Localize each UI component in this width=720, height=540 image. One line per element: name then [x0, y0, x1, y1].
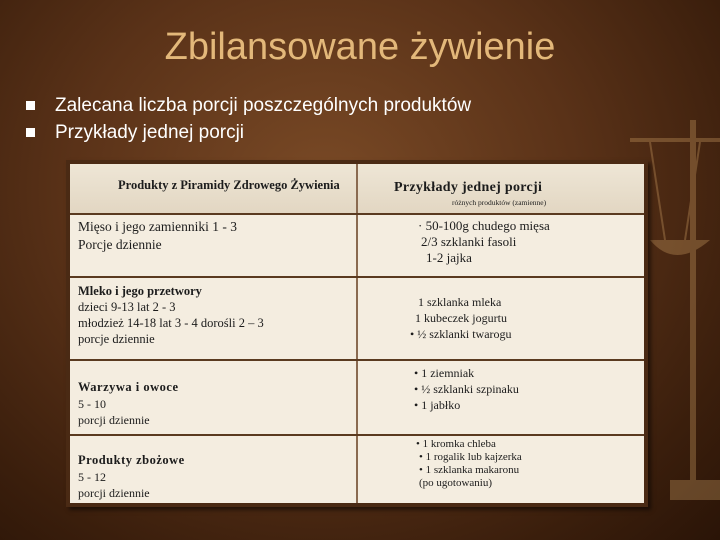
cell-line: • 1 kromka chleba — [416, 438, 496, 450]
row-meat-right — [418, 218, 550, 266]
cell-line: • ½ szklanki twarogu — [410, 327, 512, 341]
bullet-text: Przykłady jednej porcji — [55, 121, 245, 143]
cell-line: · 50-100g chudego mięsa — [418, 218, 550, 233]
row-divider — [70, 213, 644, 215]
row-dairy-left — [78, 283, 264, 347]
cell-line: porcje dziennie — [78, 332, 155, 346]
row-vegetables-right — [414, 365, 519, 413]
cell-line: • 1 ziemniak — [414, 366, 475, 380]
row-grains-right — [416, 438, 522, 490]
row-divider — [70, 359, 644, 361]
row-grains-left — [78, 451, 185, 501]
cell-line: 1 szklanka mleka — [418, 295, 502, 309]
cell-line: Warzywa i owoce — [78, 380, 179, 394]
row-divider — [70, 276, 644, 278]
cell-line: porcji dziennie — [78, 413, 150, 427]
cell-line: • 1 rogalik lub kajzerka — [419, 451, 522, 463]
header-right-title: Przykłady jednej porcji — [394, 180, 543, 195]
row-divider — [70, 434, 644, 436]
cell-line: • 1 jabłko — [414, 398, 461, 412]
header-left-label: Produkty z Piramidy Zdrowego Żywienia — [118, 178, 340, 192]
row-meat-left — [78, 218, 237, 254]
portions-table — [66, 160, 648, 507]
bullet-item — [26, 119, 471, 146]
cell-line: • 1 szklanka makaronu — [419, 464, 520, 476]
cell-line: 1-2 jajka — [426, 250, 472, 265]
bullet-text: Zalecana liczba porcji poszczególnych produktów — [55, 94, 472, 116]
cell-line: 2/3 szklanki fasoli — [421, 234, 517, 249]
row-vegetables-left — [78, 378, 179, 428]
square-bullet-icon — [26, 101, 35, 110]
cell-line: dzieci 9-13 lat 2 - 3 — [78, 300, 176, 314]
square-bullet-icon — [26, 128, 35, 137]
cell-line: Produkty zbożowe — [78, 453, 185, 467]
cell-line: Porcje dziennie — [78, 237, 162, 252]
bullet-item — [26, 92, 471, 119]
cell-line: 1 kubeczek jogurtu — [415, 311, 507, 325]
cell-line: porcji dziennie — [78, 486, 150, 500]
slide-title: Zbilansowane żywienie — [164, 26, 556, 68]
cell-line: 5 - 10 — [78, 397, 106, 411]
row-dairy-right — [410, 294, 512, 342]
header-right-subtitle: różnych produktów (zamienne) — [452, 198, 547, 207]
cell-line: • ½ szklanki szpinaku — [414, 382, 519, 396]
cell-line: Mleko i jego przetwory — [78, 284, 202, 298]
cell-line: Mięso i jego zamienniki 1 - 3 — [78, 219, 237, 234]
cell-line: młodzież 14-18 lat 3 - 4 dorośli 2 – 3 — [78, 316, 264, 330]
bullet-list — [26, 92, 471, 146]
cell-line: (po ugotowaniu) — [419, 477, 493, 489]
cell-line: 5 - 12 — [78, 470, 106, 484]
